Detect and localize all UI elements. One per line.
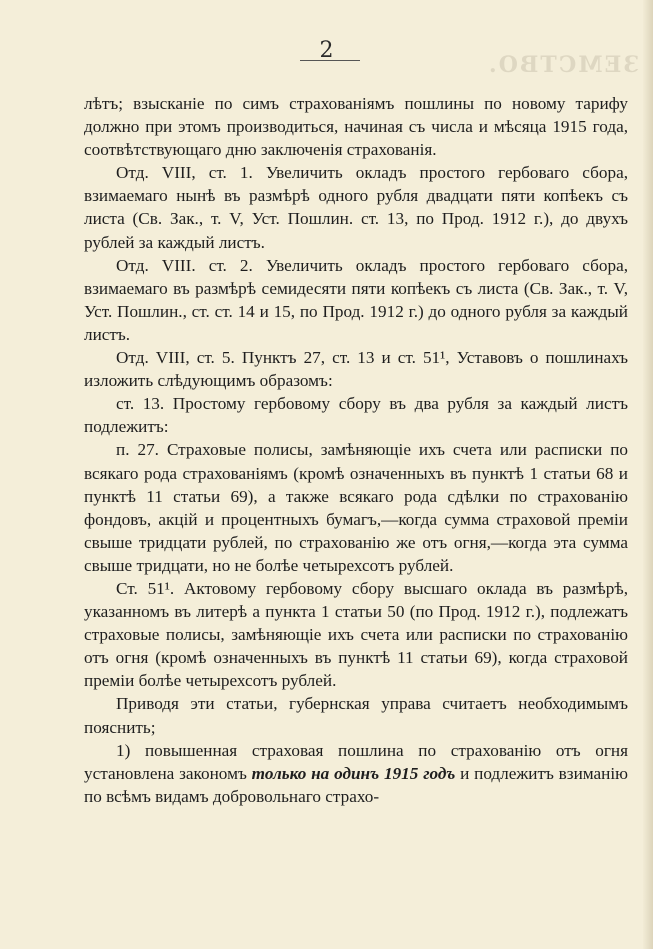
paragraph-1: лѣтъ; взысканіе по симъ страхованіямъ пошлины по новому тарифу должно при этомъ производиться, начиная съ числа и мѣсяца 1915 года, соотвѣтствующаго дню заключенія страхованія. bbox=[84, 94, 628, 160]
body-text bbox=[84, 92, 628, 808]
paragraph-3: Отд. VIII. ст. 2. Увеличить окладъ простого гербоваго сбора, взимаемаго въ размѣрѣ семидесяти пяти копѣекъ съ листа (Св. Зак., т. V, Уст. Пошлин., ст. ст. 14 и 15, по Прод. 1912 г.) до одного рубля за каждый листъ. bbox=[84, 255, 628, 344]
paragraph-9-start: 1) повышенная страховая пошлина по страхованію отъ огня установлена закономъ bbox=[84, 740, 628, 783]
paragraph-7: Ст. 51¹. Актовому гербовому сбору высшаго оклада въ размѣрѣ, указанномъ въ литерѣ а пункта 1 статьи 50 (по Прод. 1912 г.), подлежатъ страховые полисы, замѣняющіе ихъ счета или расписки по страхованію отъ огня (кромѣ означенныхъ въ пунктѣ 11 статьи 69), когда страховой преміи болѣе четырехсотъ рублей. bbox=[84, 578, 628, 691]
bleed-through-text: ЗЕМСТВО. bbox=[486, 52, 639, 78]
paragraph-6: п. 27. Страховые полисы, замѣняющіе ихъ счета или расписки по всякаго рода страхованіямъ (кромѣ означенныхъ въ пунктѣ 1 статьи 68 и пунктѣ 11 статьи 69), а также всякаго рода сдѣлки по страхованію фондовъ, акцій и процентныхъ бумагъ,—когда сумма страховой преміи свыше тридцати рублей, по страхованію же отъ огня,—когда эта сумма свыше тридцати, но не болѣе четырехсотъ рублей. bbox=[84, 440, 628, 575]
page-edge-shadow bbox=[643, 0, 653, 949]
paragraph-9-end: и подлежитъ взиманію по всѣмъ видамъ добровольнаго страхо- bbox=[84, 763, 628, 806]
paragraph-9-emphasis: только на одинъ 1915 годъ bbox=[251, 763, 456, 783]
paragraph-2: Отд. VIII, ст. 1. Увеличить окладъ простого гербоваго сбора, взимаемаго нынѣ въ размѣрѣ одного рубля двадцати пяти копѣекъ съ листа (Св. Зак., т. V, Уст. Пошлин. ст. 13, по Прод. 1912 г.), до двухъ рублей за каждый листъ. bbox=[84, 163, 628, 252]
paragraph-4: Отд. VIII, ст. 5. Пунктъ 27, ст. 13 и ст. 51¹, Уставовъ о пошлинахъ изложить слѣдующимъ образомъ: bbox=[84, 348, 628, 391]
paragraph-8: Приводя эти статьи, губернская управа считаетъ необходимымъ пояснить; bbox=[84, 694, 628, 737]
paragraph-5: ст. 13. Простому гербовому сбору въ два рубля за каждый листъ подлежитъ: bbox=[84, 394, 628, 437]
page-number: 2 bbox=[319, 38, 334, 63]
paragraph-9 bbox=[84, 739, 628, 808]
page-number-rule bbox=[300, 60, 360, 63]
